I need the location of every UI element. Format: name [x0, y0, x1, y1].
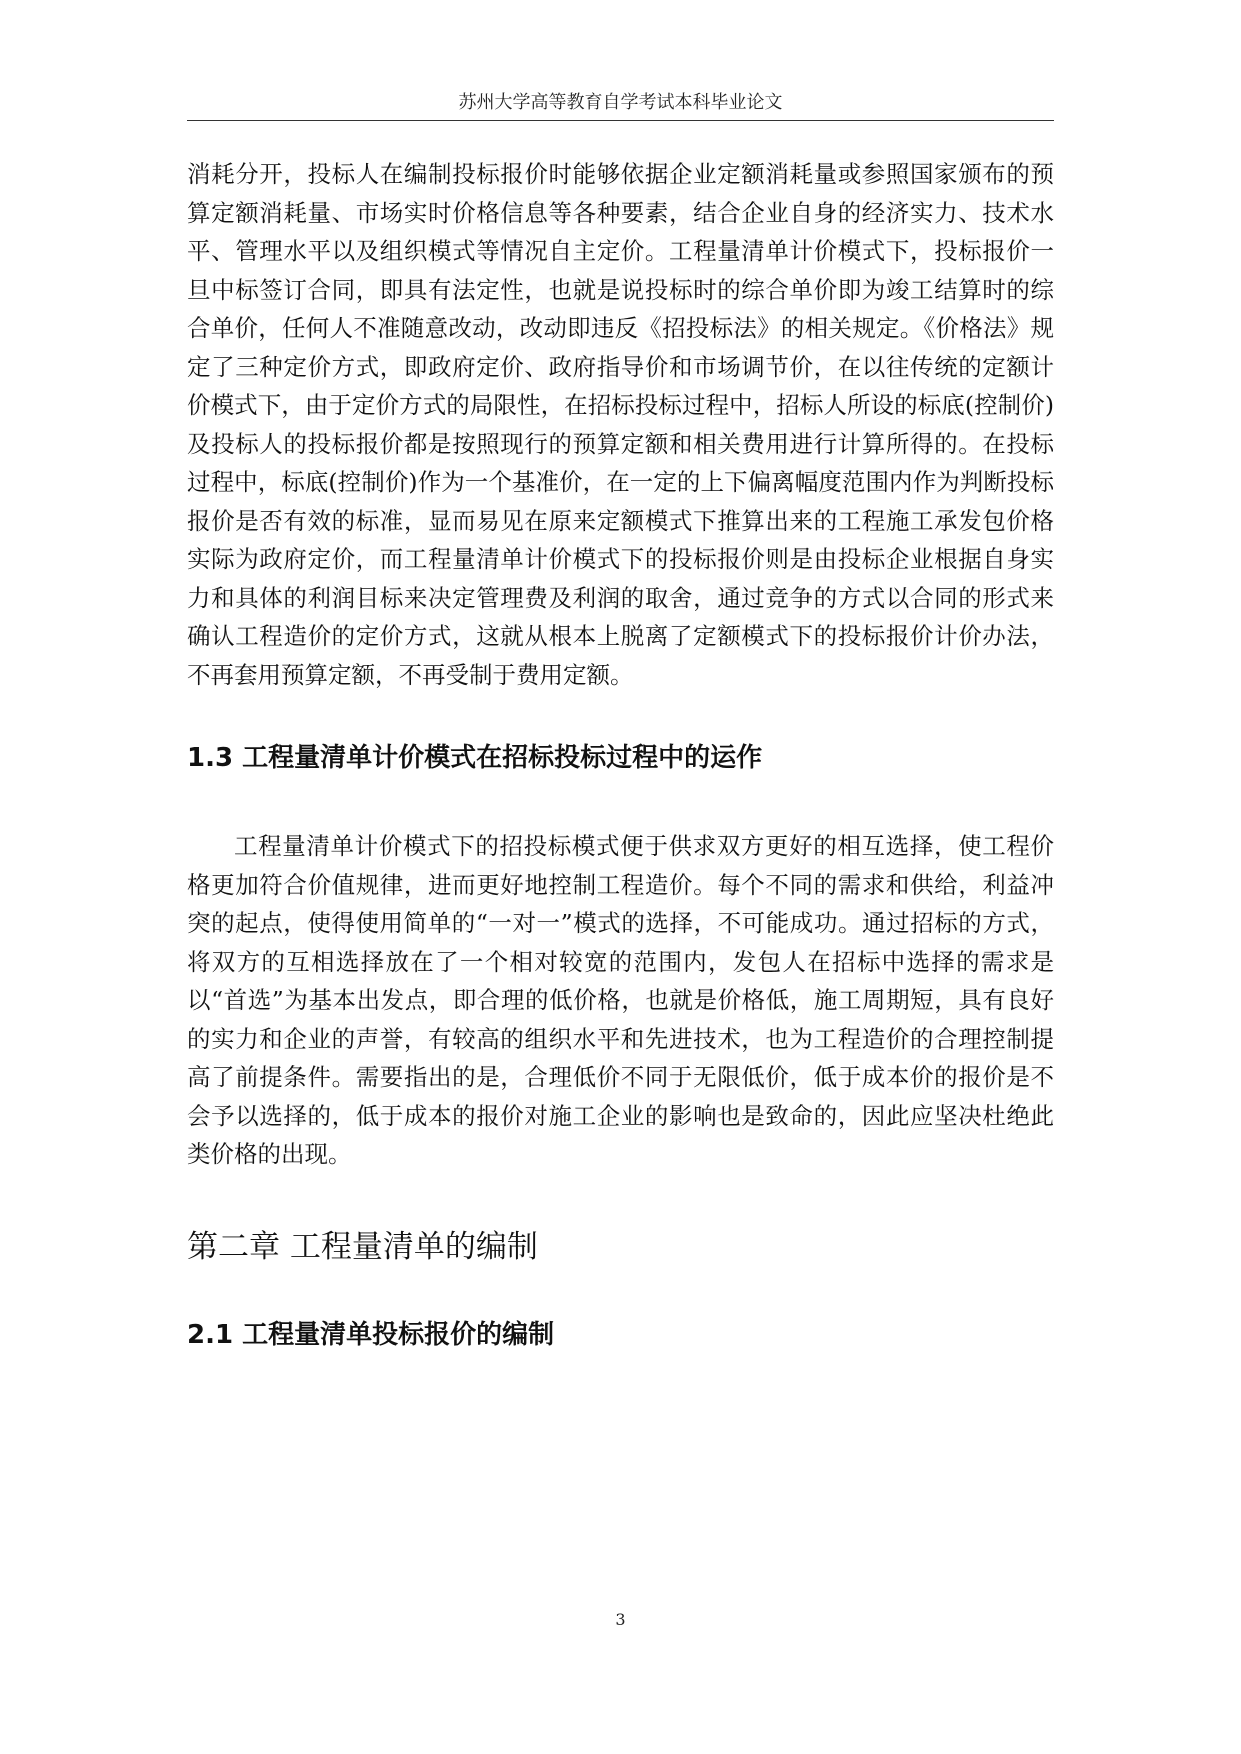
running-header: 苏州大学高等教育自学考试本科毕业论文	[458, 92, 783, 113]
chapter-heading-2: 第二章 工程量清单的编制	[187, 1228, 538, 1265]
section-heading-2-1: 2.1 工程量清单投标报价的编制	[187, 1319, 555, 1350]
body-paragraph-2: 工程量清单计价模式下的招投标模式便于供求双方更好的相互选择，使工程价格更加符合价值规律，进而更好地控制工程造价。每个不同的需求和供给，利益冲突的起点，使得使用简单的“一对一”模式的选择，不可能成功。通过招标的方式，将双方的互相选择放在了一个相对较宽的范围内，发包人在招标中选择的需求是以“首选”为基本出发点，即合理的低价格，也就是价格低，施工周期短，具有良好的实力和企业的声誉，有较高的组织水平和先进技术，也为工程造价的合理控制提高了前提条件。需要指出的是，合理低价不同于无限低价，低于成本价的报价是不会予以选择的，低于成本的报价对施工企业的影响也是致命的，因此应坚决杜绝此类价格的出现。	[187, 832, 1054, 1168]
section-heading-1-3: 1.3 工程量清单计价模式在招标投标过程中的运作	[187, 743, 763, 773]
body-paragraph-1: 消耗分开，投标人在编制投标报价时能够依据企业定额消耗量或参照国家颁布的预算定额消耗量、市场实时价格信息等各种要素，结合企业自身的经济实力、技术水平、管理水平以及组织模式等情况自主定价。工程量清单计价模式下，投标报价一旦中标签订合同，即具有法定性，也就是说投标时的综合单价即为竣工结算时的综合单价，任何人不准随意改动，改动即违反《招投标法》的相关规定。《价格法》规定了三种定价方式，即政府定价、政府指导价和市场调节价，在以往传统的定额计价模式下，由于定价方式的局限性，在招标投标过程中，招标人所设的标底(控制价)及投标人的投标报价都是按照现行的预算定额和相关费用进行计算所得的。在投标过程中，标底(控制价)作为一个基准价，在一定的上下偏离幅度范围内作为判断投标报价是否有效的标准，显而易见在原来定额模式下推算出来的工程施工承发包价格实际为政府定价，而工程量清单计价模式下的投标报价则是由投标企业根据自身实力和具体的利润目标来决定管理费及利润的取舍，通过竞争的方式以合同的形式来确认工程造价的定价方式，这就从根本上脱离了定额模式下的投标报价计价办法，不再套用预算定额，不再受制于费用定额。	[187, 160, 1054, 689]
page-number: 3	[615, 1610, 626, 1629]
page-body	[187, 155, 1054, 1352]
header-rule	[187, 120, 1054, 121]
